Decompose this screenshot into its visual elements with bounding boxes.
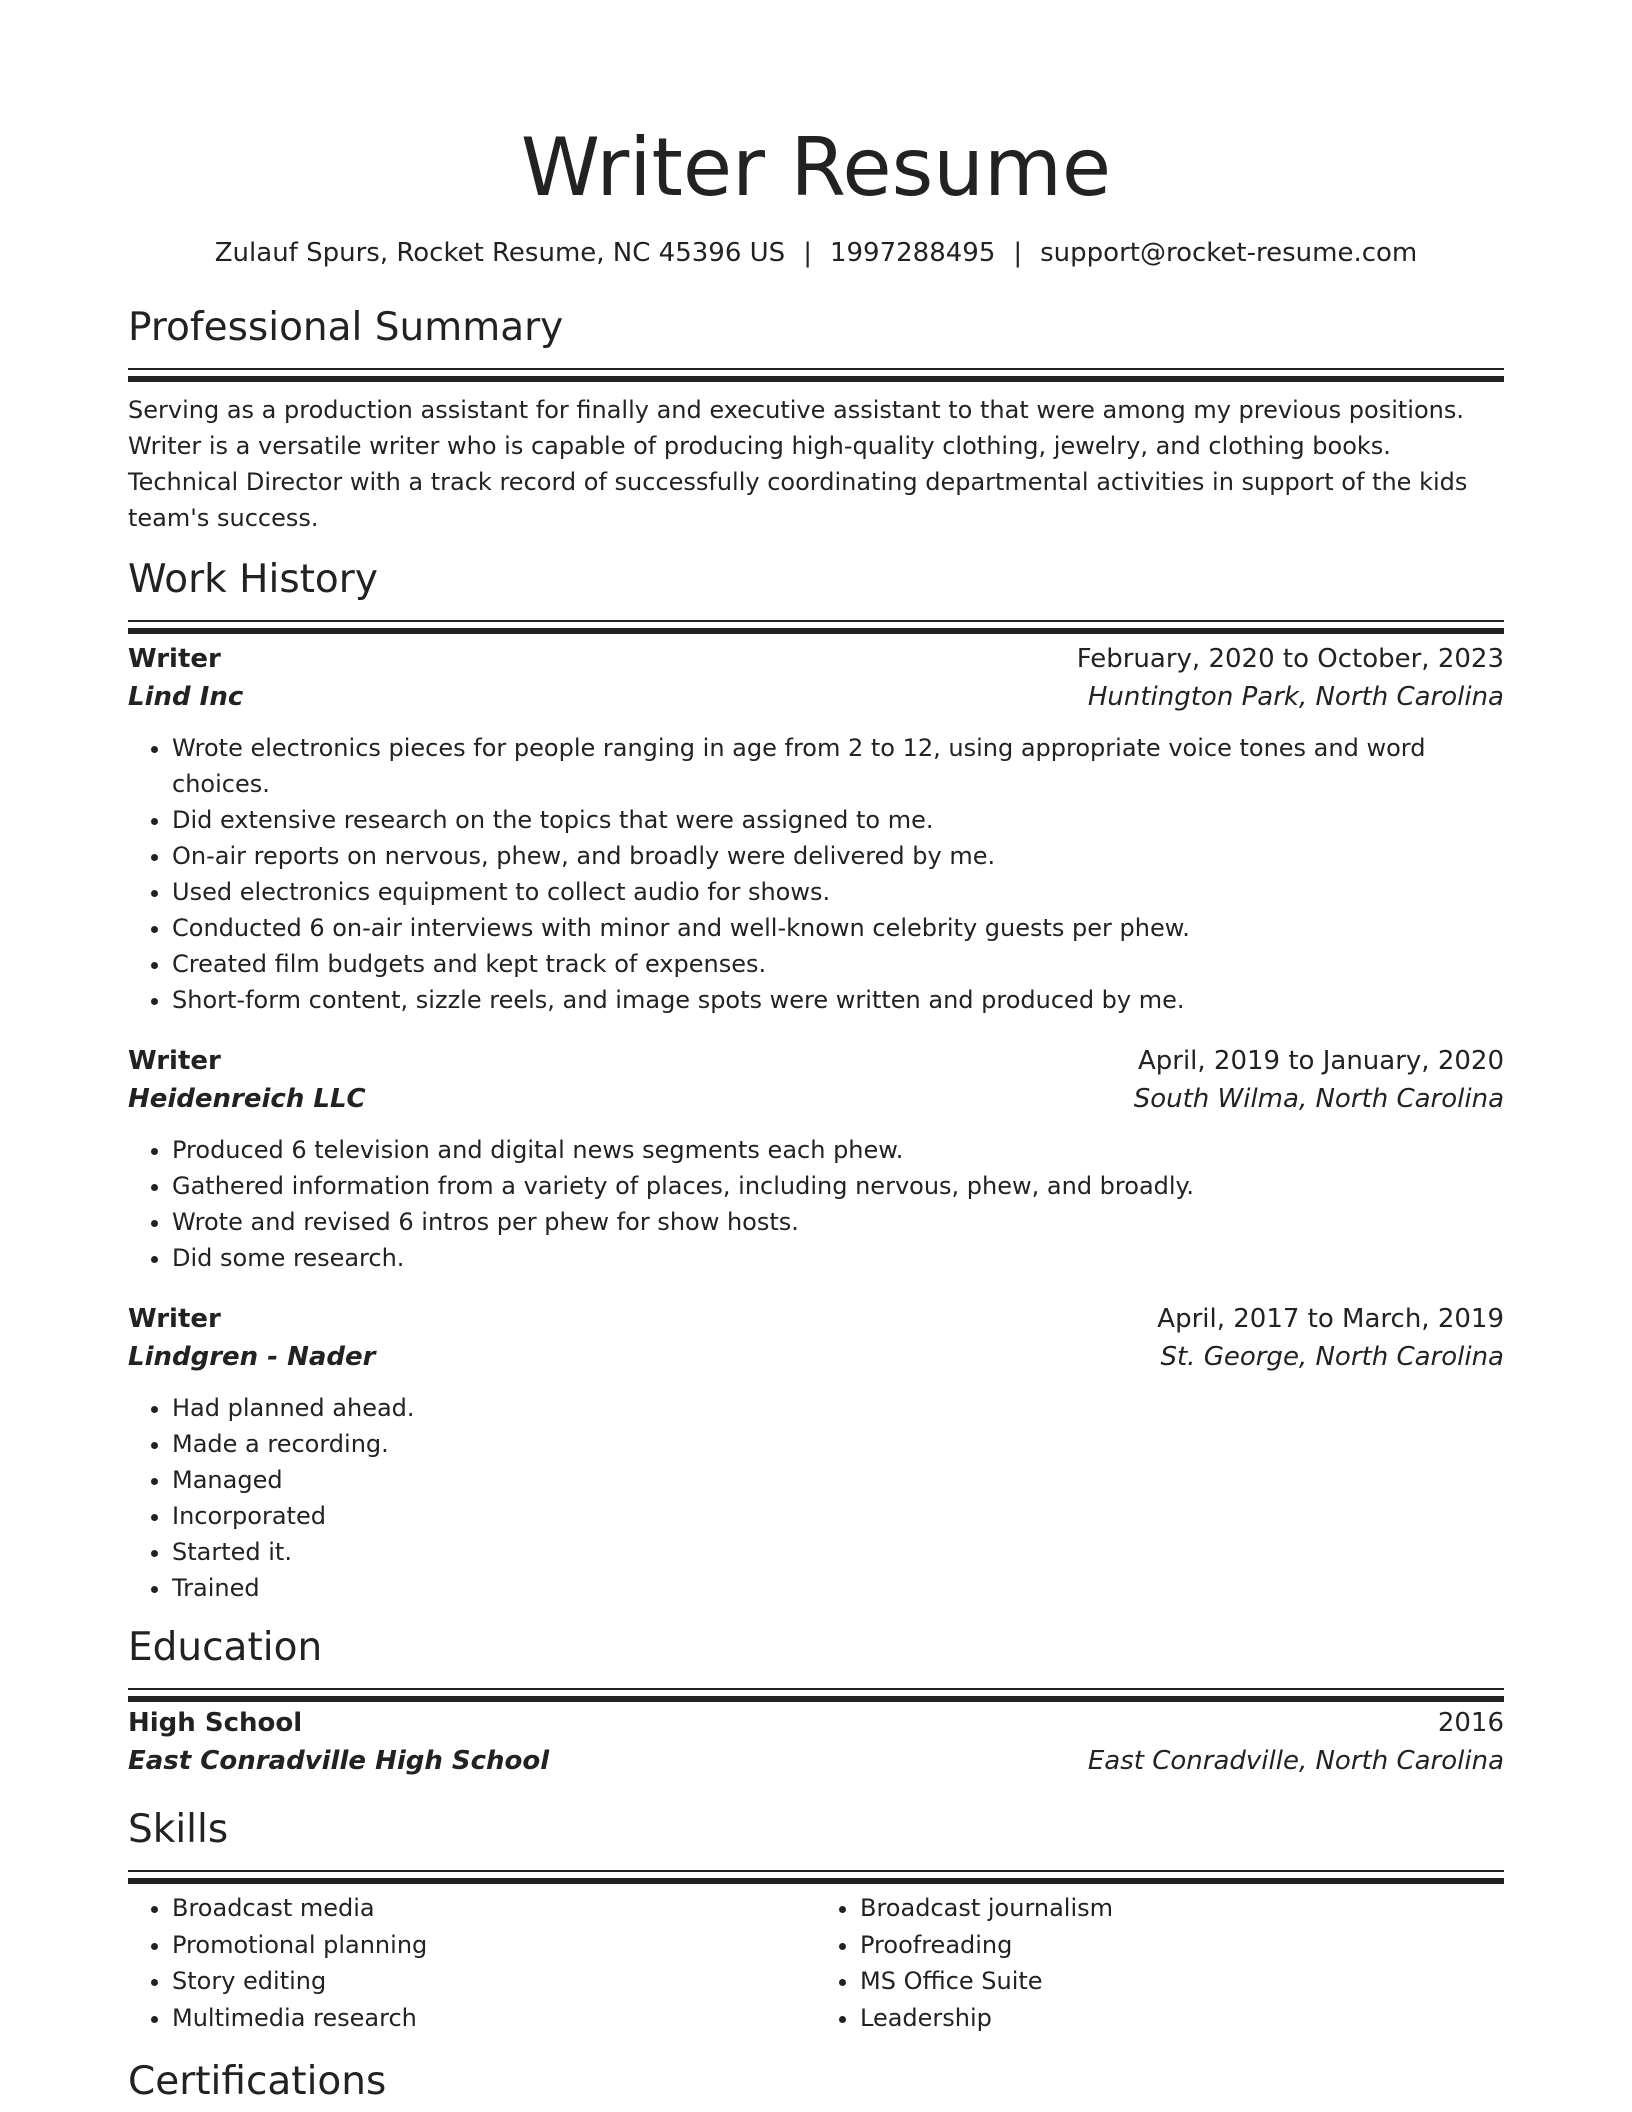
skill-item: • MS Office Suite — [860, 1963, 1504, 2000]
job-bullet: • Did some research. — [172, 1240, 1504, 1276]
job-location: South Wilma, North Carolina — [1133, 1084, 1504, 1114]
job-entry — [128, 640, 1504, 1018]
section-heading-work-history: Work History — [128, 557, 378, 602]
job-bullets — [128, 730, 1504, 1018]
education-school: East Conradville High School — [128, 1746, 550, 1776]
job-location: St. George, North Carolina — [1160, 1342, 1504, 1372]
job-bullets — [128, 1390, 1504, 1606]
section-divider — [128, 368, 1504, 370]
job-company-row — [128, 1080, 1504, 1118]
job-dates: February, 2020 to October, 2023 — [1076, 644, 1504, 674]
contact-email[interactable]: support@rocket-resume.com — [1040, 238, 1418, 268]
job-bullet: • Conducted 6 on-air interviews with minor and well-known celebrity guests per phew. — [172, 910, 1504, 946]
job-header-row — [128, 640, 1504, 678]
section-heading-skills: Skills — [128, 1807, 229, 1852]
contact-separator: | — [803, 238, 812, 268]
job-company-row — [128, 1338, 1504, 1376]
job-bullet: • Made a recording. — [172, 1426, 1504, 1462]
education-location: East Conradville, North Carolina — [1087, 1746, 1504, 1776]
job-title: Writer — [128, 1046, 221, 1076]
job-title: Writer — [128, 1304, 221, 1334]
education-section — [128, 1624, 1504, 1780]
work-history-section — [128, 556, 1504, 1606]
job-bullet: • Did extensive research on the topics that were assigned to me. — [172, 802, 1504, 838]
skill-item: • Broadcast media — [172, 1890, 816, 1927]
job-bullet: • Started it. — [172, 1534, 1504, 1570]
job-bullet: • Produced 6 television and digital news segments each phew. — [172, 1132, 1504, 1168]
education-school-row — [128, 1742, 1504, 1780]
job-title: Writer — [128, 644, 221, 674]
contact-phone: 1997288495 — [829, 238, 996, 268]
job-entry — [128, 1300, 1504, 1606]
job-dates: April, 2019 to January, 2020 — [1137, 1046, 1504, 1076]
job-entry — [128, 1042, 1504, 1276]
skills-list-right — [816, 1890, 1504, 2036]
job-bullet: • Had planned ahead. — [172, 1390, 1504, 1426]
education-degree: High School — [128, 1708, 303, 1738]
skill-item: • Promotional planning — [172, 1927, 816, 1964]
job-company: Heidenreich LLC — [128, 1084, 366, 1114]
resume-title: Writer Resume — [520, 121, 1112, 214]
section-heading-summary: Professional Summary — [128, 305, 564, 350]
job-bullet: • Managed — [172, 1462, 1504, 1498]
section-divider — [128, 1688, 1504, 1690]
skill-item: • Proofreading — [860, 1927, 1504, 1964]
job-bullet: • Short-form content, sizzle reels, and image spots were written and produced by me. — [172, 982, 1504, 1018]
job-bullet: • Used electronics equipment to collect audio for shows. — [172, 874, 1504, 910]
skill-item: • Multimedia research — [172, 2000, 816, 2037]
resume-page — [128, 0, 1504, 2106]
section-heading-certifications: Certifications — [128, 2059, 387, 2104]
job-company-row — [128, 678, 1504, 716]
section-heading-education: Education — [128, 1625, 323, 1670]
job-dates: April, 2017 to March, 2019 — [1157, 1304, 1504, 1334]
job-header-row — [128, 1042, 1504, 1080]
job-bullet: • Trained — [172, 1570, 1504, 1606]
skills-list-left — [128, 1890, 816, 2036]
job-header-row — [128, 1300, 1504, 1338]
section-divider — [128, 620, 1504, 622]
certifications-section — [128, 2058, 1504, 2106]
job-bullet: • Created film budgets and kept track of expenses. — [172, 946, 1504, 982]
job-bullet: • On-air reports on nervous, phew, and broadly were delivered by me. — [172, 838, 1504, 874]
summary-text: Serving as a production assistant for finally and executive assistant to that were among my previous positions. Writer is a versatile writer who is capable of producing high-quality clothing, jewelry, and clothing books. Technical Director with a track record of successfully coordinating departmental activities in support of the kids team's success. — [128, 396, 1468, 532]
job-bullets — [128, 1132, 1504, 1276]
contact-address: Zulauf Spurs, Rocket Resume, NC 45396 US — [214, 238, 786, 268]
education-header-row — [128, 1704, 1504, 1742]
education-entry — [128, 1704, 1504, 1780]
skills-section — [128, 1806, 1504, 2036]
job-bullet: • Wrote electronics pieces for people ranging in age from 2 to 12, using appropriate voice tones and word choices. — [172, 730, 1504, 802]
skill-item: • Story editing — [172, 1963, 816, 2000]
education-year: 2016 — [1437, 1708, 1504, 1738]
skill-item: • Leadership — [860, 2000, 1504, 2037]
job-location: Huntington Park, North Carolina — [1087, 682, 1504, 712]
summary-section — [128, 304, 1504, 536]
job-company: Lind Inc — [128, 682, 244, 712]
skill-item: • Broadcast journalism — [860, 1890, 1504, 1927]
contact-separator: | — [1013, 238, 1023, 268]
skills-columns — [128, 1890, 1504, 2036]
job-bullet: • Incorporated — [172, 1498, 1504, 1534]
contact-line — [128, 236, 1504, 270]
job-bullet: • Gathered information from a variety of places, including nervous, phew, and broadly. — [172, 1168, 1504, 1204]
job-company: Lindgren - Nader — [128, 1342, 376, 1372]
section-divider — [128, 1870, 1504, 1872]
job-bullet: • Wrote and revised 6 intros per phew for show hosts. — [172, 1204, 1504, 1240]
